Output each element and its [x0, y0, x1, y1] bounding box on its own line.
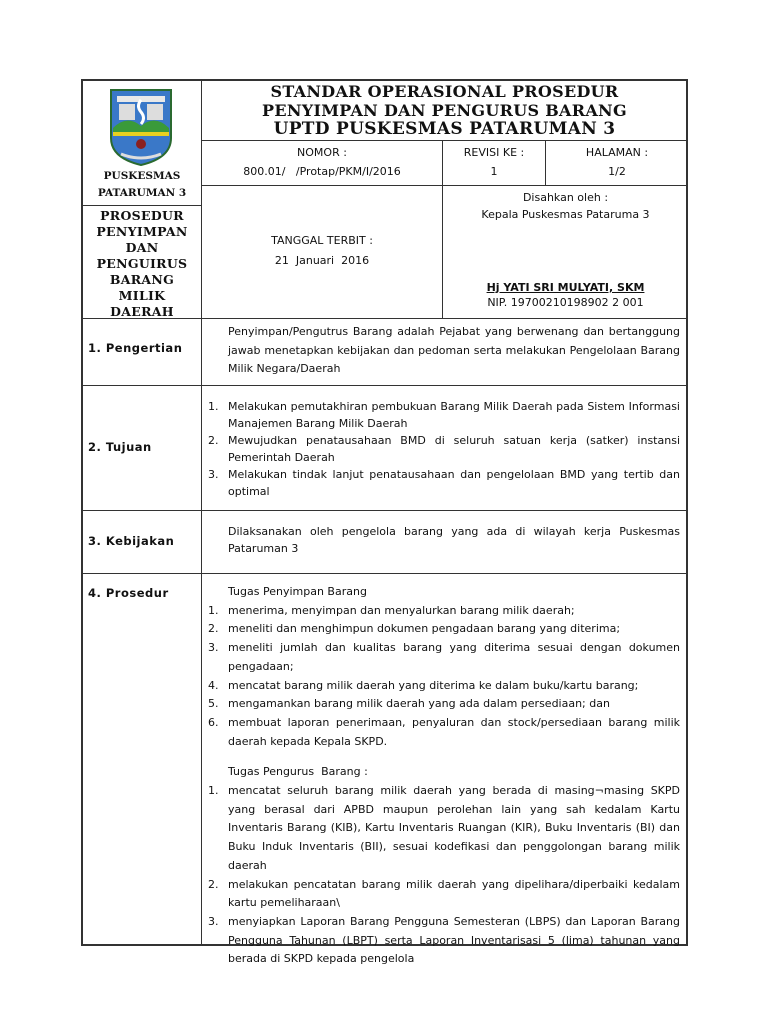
- list-item: 2. Mewujudkan penatausahaan BMD di seluruh satuan kerja (satker) instansi Pemerintah Daerah: [208, 434, 680, 464]
- revisi-label: REVISI KE :: [463, 146, 525, 159]
- list-item: 3. menyiapkan Laporan Barang Pengguna Semesteran (LBPS) dan Laporan Barang Pengguna Tahunan (LBPT) serta Laporan Inventarisasi 5 (lima) tahunan yang berada di SKPD kepada pengelola: [208, 914, 680, 966]
- kebijakan-paragraph: Dilaksanakan oleh pengelola barang yang ada di wilayah kerja Puskesmas Pataruman 3: [228, 525, 680, 555]
- list-item: 5. mengamankan barang milik daerah yang ada dalam persediaan; dan: [208, 697, 610, 711]
- title-line: STANDAR OPERASIONAL PROSEDUR: [270, 82, 619, 101]
- section-label-tujuan: 2. Tujuan: [88, 440, 152, 454]
- penyimpan-list: [208, 602, 680, 752]
- list-item: 4. mencatat barang milik daerah yang diterima ke dalam buku/kartu barang;: [208, 678, 639, 692]
- divider: [81, 573, 688, 574]
- procedure-name: [82, 208, 202, 320]
- nomor-value: 800.01/ /Protap/PKM/I/2016: [243, 165, 401, 178]
- divider: [81, 205, 202, 206]
- list-item: 3. Melakukan tindak lanjut penatausahaan dan pengelolaan BMD yang tertib dan optimal: [208, 468, 680, 498]
- kebijakan-text: [208, 523, 680, 557]
- nomor-label: NOMOR :: [297, 146, 347, 159]
- divider: [81, 385, 688, 386]
- section-label-pengertian: 1. Pengertian: [88, 341, 183, 355]
- procedure-name-line: BARANG: [109, 272, 175, 287]
- revisi-value: 1: [490, 165, 498, 178]
- procedure-name-line: MILIK: [118, 288, 166, 303]
- procedure-name-line: PENGUIRUS: [96, 256, 188, 271]
- procedure-name-line: DAN: [125, 240, 159, 255]
- kota-banjar-logo: [107, 88, 175, 166]
- tujuan-list: [208, 398, 680, 500]
- signer-nip: NIP. 19700210198902 2 001: [487, 296, 644, 309]
- section-label-kebijakan: 3. Kebijakan: [88, 534, 175, 548]
- disahkan-label: Disahkan oleh :: [522, 191, 609, 204]
- org-line: PUSKESMAS: [103, 170, 181, 182]
- divider: [81, 510, 688, 511]
- tanggal-value: 21 Januari 2016: [274, 254, 370, 267]
- section-label-prosedur: 4. Prosedur: [88, 586, 169, 600]
- procedure-name-line: PENYIMPAN: [96, 224, 188, 239]
- jabatan: Kepala Puskesmas Pataruma 3: [481, 208, 650, 221]
- pengurus-list: [208, 782, 680, 969]
- list-item: 1. mencatat seluruh barang milik daerah yang berada di masing¬masing SKPD yang berasal dari APBD maupun perolehan lain yang sah kedalam Kartu Inventaris Barang (KIB), Kartu Inventaris Ruangan (KIR), Buku Inventaris (BI) dan Buku Induk Inventaris (BII), sesuai kodefikasi dan penggolongan barang milik daerah: [208, 784, 680, 872]
- divider: [201, 185, 688, 186]
- halaman-label: HALAMAN :: [585, 146, 649, 159]
- title-line: PENYIMPAN DAN PENGURUS BARANG: [262, 101, 627, 120]
- list-item: 1. menerima, menyimpan dan menyalurkan barang milik daerah;: [208, 603, 575, 617]
- list-item: 2. melakukan pencatatan barang milik daerah yang dipelihara/diperbaiki kedalam kartu pemeliharaan\: [208, 877, 680, 910]
- org-name: [82, 168, 202, 202]
- procedure-name-line: PROSEDUR: [100, 208, 184, 223]
- document-title: [202, 82, 687, 139]
- list-item: 3. meneliti jumlah dan kualitas barang yang diterima sesuai dengan dokumen pengadaan;: [208, 641, 680, 673]
- pengurus-heading: Tugas Pengurus Barang :: [228, 765, 368, 779]
- procedure-name-line: DAERAH: [110, 304, 174, 319]
- title-line: UPTD PUSKESMAS PATARUMAN 3: [273, 119, 616, 139]
- penyimpan-heading: Tugas Penyimpan Barang: [228, 585, 367, 598]
- halaman-value: 1/2: [608, 165, 626, 178]
- list-item: 6. membuat laporan penerimaan, penyaluran dan stock/persediaan barang milik daerah kepada Kepala SKPD.: [208, 715, 680, 748]
- pengertian-text: [208, 323, 680, 379]
- list-item: 2. meneliti dan menghimpun dokumen pengadaan barang yang diterima;: [208, 622, 621, 636]
- org-line: PATARUMAN 3: [97, 187, 187, 199]
- signer-name: Hj YATI SRI MULYATI, SKM: [486, 281, 645, 294]
- list-item: 1. Melakukan pemutakhiran pembukuan Barang Milik Daerah pada Sistem Informasi Manajemen Barang Milik Daerah: [208, 400, 680, 430]
- divider: [201, 140, 688, 141]
- tanggal-label: TANGGAL TERBIT :: [271, 234, 373, 247]
- prosedur-content: [208, 583, 680, 969]
- pengertian-paragraph: Penyimpan/Pengutrus Barang adalah Pejabat yang berwenang dan bertanggung jawab menetapkan kebijakan dan pedoman serta melakukan Pengelolaan Barang Milik Negara/Daerah: [228, 325, 680, 376]
